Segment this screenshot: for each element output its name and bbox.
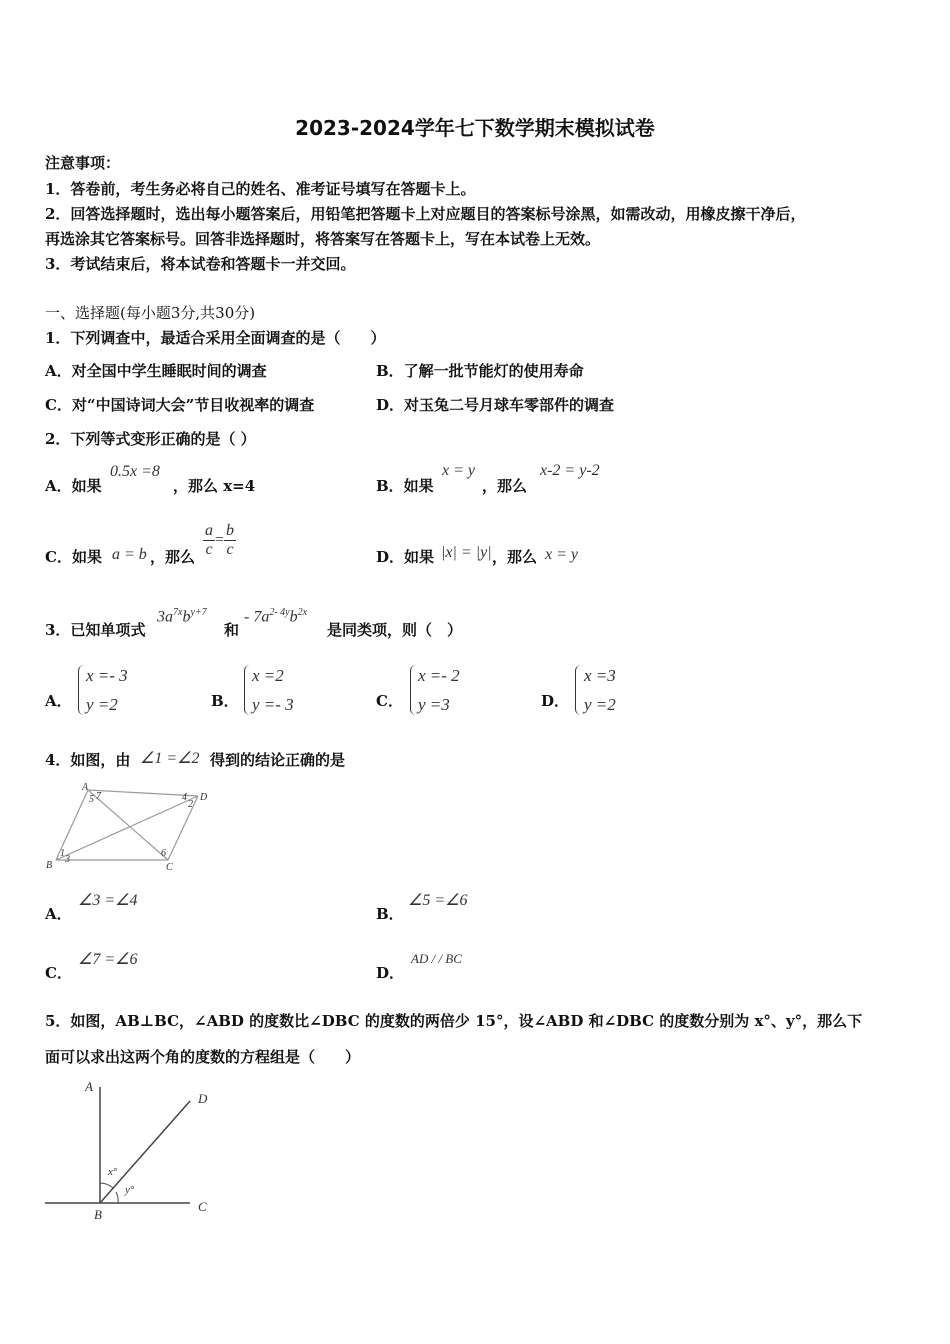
q2-option-d-math2: x = y [545,546,578,563]
q2-option-b-mid: ，那么 [482,477,528,495]
diagonal-bd [56,796,198,860]
point-b-label: B [46,860,53,871]
q2-option-a-math: 0.5x =8 [110,463,160,480]
angle-7-label: 7 [96,791,101,802]
notice-item-3: 3．考试结束后，将本试卷和答题卡一并交回。 [45,255,356,273]
q2-stem: 2．下列等式变形正确的是（ ） [45,430,256,448]
q2-option-b-math: x = y [442,462,475,479]
q4-parallelogram-figure [40,780,220,875]
fraction-a-over-c: $\frac{a}{c}$ [205,522,213,558]
page-title: 2023-2024学年七下数学期末模拟试卷 [295,116,655,140]
q3-option-a-label: A． [45,692,72,710]
section-heading: 一、选择题(每小题3分,共30分) [45,304,256,322]
side-dc [168,796,198,860]
angle-4-label: 4 [182,792,187,803]
q1-option-c: C．对“中国诗词大会”节目收视率的调查 [45,396,315,414]
q5-angle-figure [40,1075,230,1225]
q2-option-c-math: a = b [112,546,147,563]
fraction-b-over-c: $\frac{b}{c}$ [226,522,235,558]
q4-option-d-label: D． [376,964,405,982]
q2-option-a-suffix: ，那么 x=4 [173,477,256,495]
q3-stem-prefix: 3．已知单项式 [45,621,146,639]
q2-option-c-mid: ，那么 [150,548,196,566]
q4-option-a-label: A． [45,905,72,923]
point-a-label: A [85,1079,93,1094]
q3-monomial-1: $3a^{7x}b^{y+7}$ [157,607,207,626]
q2-option-d-mid: ，那么 [492,548,538,566]
q2-option-c-fraction-eq [203,522,236,559]
q3-option-b-system: x =2 y =- 3 [252,666,294,714]
q4-option-a-math: ∠3 =∠4 [78,892,138,909]
notice-item-1: 1．答卷前，考生务必将自己的姓名、准考证号填写在答题卡上。 [45,180,476,198]
q3-option-d-system: x =3 y =2 [584,666,616,714]
q1-option-b: B．了解一批节能灯的使用寿命 [376,362,584,380]
q2-option-b-math2: x-2 = y-2 [540,462,600,479]
q2-option-d-prefix: D．如果 [376,548,435,566]
angle-6-label: 6 [161,848,166,859]
q4-option-d-math: AD / / BC [411,951,462,966]
q4-option-c-math: ∠7 =∠6 [78,951,138,968]
brace-b [244,665,251,715]
q5-stem-line-1: 5．如图，AB⊥BC，∠ABD 的度数比∠DBC 的度数的两倍少 15°，设∠ABD 和∠DBC 的度数分别为 x°、y°，那么下 [45,1012,863,1030]
angle-1-label: 1 [60,848,65,859]
point-b-label: B [94,1207,102,1222]
q2-option-d-math: |x| = |y| [441,544,492,561]
arc-y [116,1192,118,1203]
q1-stem: 1．下列调查中，最适合采用全面调查的是（ ） [45,329,386,347]
point-d-label: D [198,1091,208,1106]
q1-option-d: D．对玉兔二号月球车零部件的调查 [376,396,615,414]
notice-heading: 注意事项： [45,154,121,172]
point-c-label: C [198,1199,207,1214]
q3-monomial-2: - $7a^{2- 4y}b^{2x}$ [244,607,308,626]
equals-sign: = [215,531,225,549]
q3-stem-and: 和 [224,621,240,639]
q4-option-b-math: ∠5 =∠6 [408,892,468,909]
angle-2-label: 2 [188,799,193,810]
q5-stem-line-2: 面可以求出这两个角的度数的方程组是（ ） [45,1048,361,1066]
angle-5-label: 5 [89,794,94,805]
angle-x-label: x° [108,1166,118,1178]
brace-c [410,665,417,715]
q3-option-d-label: D． [541,692,570,710]
q3-stem-suffix: 是同类项，则（ ） [327,621,463,639]
angle-y-label: y° [125,1184,135,1196]
q3-option-c-label: C． [376,692,403,710]
brace-d [575,665,582,715]
notice-item-2-cont: 再选涂其它答案标号。回答非选择题时，将答案写在答题卡上，写在本试卷上无效。 [45,230,601,248]
q2-option-b-prefix: B．如果 [376,477,434,495]
angle-3-label: 3 [65,854,70,865]
q4-stem-prefix: 4．如图，由 [45,751,131,769]
point-d-label: D [200,792,208,803]
ray-bd [100,1101,190,1203]
point-c-label: C [166,862,173,873]
q3-option-c-system: x =- 2 y =3 [418,666,460,714]
q4-stem-math: ∠1 =∠2 [140,750,200,767]
q3-option-a-system: x =- 3 y =2 [86,666,128,714]
q2-option-a-prefix: A．如果 [45,477,102,495]
q4-option-b-label: B． [376,905,404,923]
q4-stem-suffix: 得到的结论正确的是 [210,751,346,769]
notice-item-2: 2．回答选择题时，选出每小题答案后，用铅笔把答题卡上对应题目的答案标号涂黑，如需改动，用橡皮擦干净后， [45,205,806,223]
point-a-label: A [82,782,89,793]
arc-x [100,1183,113,1188]
brace-a [78,665,85,715]
q1-option-a: A．对全国中学生睡眠时间的调查 [45,362,267,380]
q3-option-b-label: B． [211,692,239,710]
q4-option-c-label: C． [45,964,72,982]
q2-option-c-prefix: C．如果 [45,548,102,566]
